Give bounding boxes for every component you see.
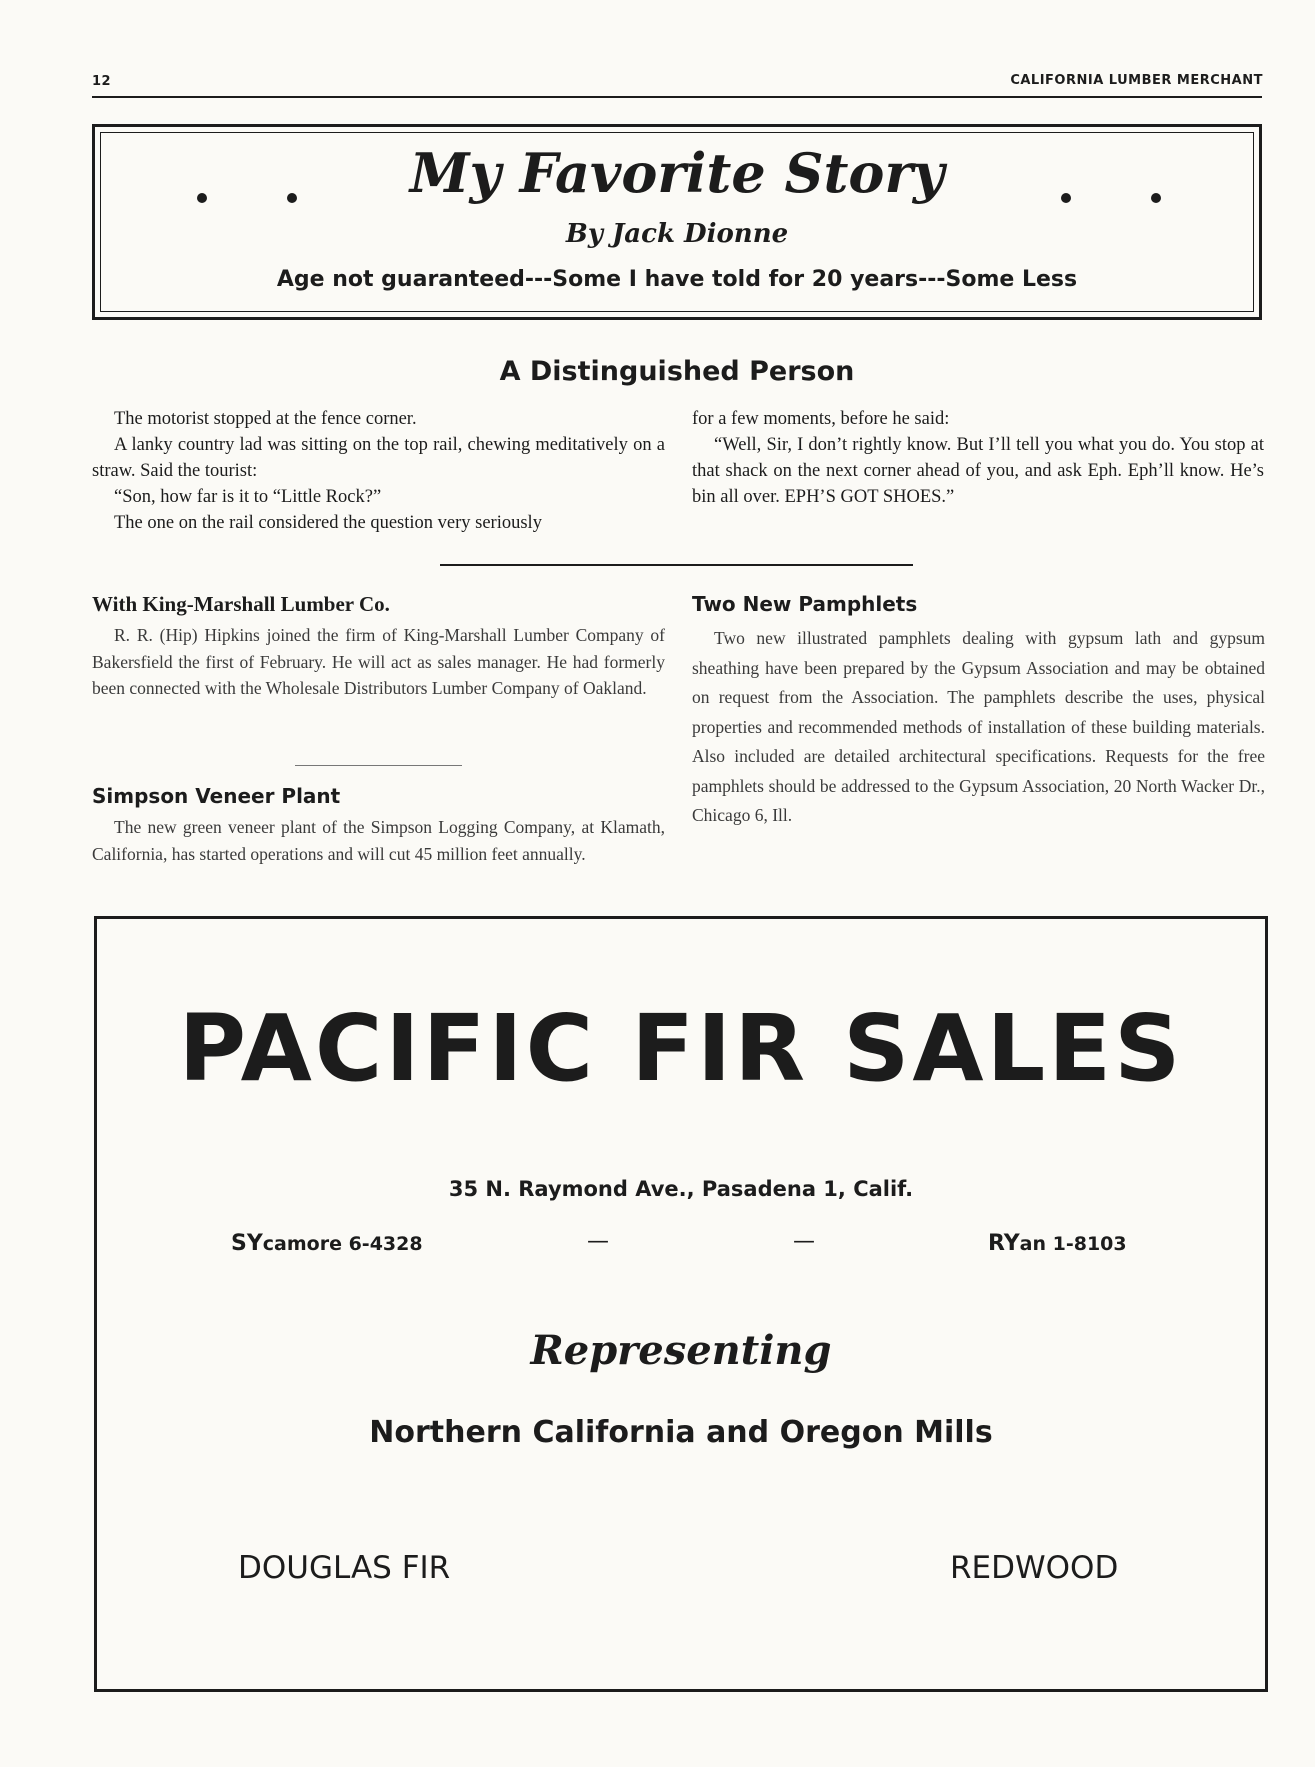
story-paragraph: A lanky country lad was sitting on the top rail, chewing meditatively on a straw. Said the tourist: bbox=[92, 435, 665, 481]
story-paragraph: for a few moments, before he said: bbox=[692, 409, 950, 429]
story-paragraph: The motorist stopped at the fence corner. bbox=[114, 409, 417, 429]
page-number: 12 bbox=[92, 74, 112, 89]
pacific-fir-sales-ad bbox=[94, 916, 1268, 1692]
phone-exchange: SY bbox=[231, 1231, 263, 1256]
ad-mills: Northern California and Oregon Mills bbox=[369, 1415, 993, 1450]
story-divider bbox=[440, 564, 913, 566]
news-divider bbox=[295, 765, 462, 766]
header-rule bbox=[92, 96, 1262, 98]
story-paragraph: “Son, how far is it to “Little Rock?” bbox=[114, 487, 382, 507]
phone-exchange: RY bbox=[988, 1231, 1020, 1256]
news-paragraph: The new green veneer plant of the Simpson Logging Company, at Klamath, California, has started operations and will cut 45 million feet annually. bbox=[92, 817, 665, 864]
column-subtitle: Age not guaranteed---Some I have told for 20 years---Some Less bbox=[276, 267, 1078, 292]
story-paragraph: The one on the rail considered the question very seriously bbox=[114, 513, 542, 533]
column-title: My Favorite Story bbox=[409, 141, 945, 205]
phone-number: an 1-8103 bbox=[1019, 1233, 1127, 1255]
news-paragraph: R. R. (Hip) Hipkins joined the firm of King-Marshall Lumber Company of Bakersfield the first of February. He will act as sales manager. He had formerly been connected with the Wholesale Distributors Lumber Company of Oakland. bbox=[92, 625, 665, 698]
news-heading-king-marshall: With King-Marshall Lumber Co. bbox=[92, 592, 390, 616]
news-body-pamphlets bbox=[692, 624, 1265, 831]
story-headline: A Distinguished Person bbox=[499, 356, 855, 387]
news-body-simpson bbox=[92, 814, 665, 867]
byline: By Jack Dionne bbox=[565, 219, 789, 249]
ad-dash: — bbox=[587, 1229, 609, 1254]
ad-phone-right bbox=[988, 1231, 1127, 1256]
favorite-story-box bbox=[92, 124, 1262, 320]
story-paragraph: “Well, Sir, I don’t rightly know. But I’ll tell you what you do. You stop at that shack on the next corner ahead of you, and ask Eph. Eph’ll know. He’s bin all over. EPH’S GOT SHOES.” bbox=[692, 435, 1264, 507]
ad-phone-left bbox=[231, 1231, 423, 1256]
ad-representing: Representing bbox=[530, 1327, 832, 1374]
news-body-king-marshall bbox=[92, 622, 665, 702]
ad-company-name: PACIFIC FIR SALES bbox=[178, 995, 1184, 1102]
story-left-column bbox=[92, 406, 665, 536]
ad-product-douglas-fir: DOUGLAS FIR bbox=[238, 1550, 451, 1586]
phone-number: camore 6-4328 bbox=[262, 1233, 423, 1255]
ad-product-redwood: REDWOOD bbox=[950, 1550, 1119, 1586]
news-heading-simpson: Simpson Veneer Plant bbox=[92, 784, 341, 808]
publication-name: CALIFORNIA LUMBER MERCHANT bbox=[1010, 73, 1263, 88]
ad-address: 35 N. Raymond Ave., Pasadena 1, Calif. bbox=[448, 1177, 914, 1201]
ad-dash: — bbox=[793, 1229, 815, 1254]
story-right-column bbox=[692, 406, 1264, 510]
news-paragraph: Two new illustrated pamphlets dealing with gypsum lath and gypsum sheathing have been prepared by the Gypsum Association and may be obtained on request from the Association. The pamphlets describe the uses, physical properties and recommended methods of installation of these building materials. Also included are detailed architectural specifications. Requests for the free pamphlets should be addressed to the Gypsum Association, 20 North Wacker Dr., Chicago 6, Ill. bbox=[692, 628, 1265, 825]
news-heading-pamphlets: Two New Pamphlets bbox=[692, 592, 918, 616]
